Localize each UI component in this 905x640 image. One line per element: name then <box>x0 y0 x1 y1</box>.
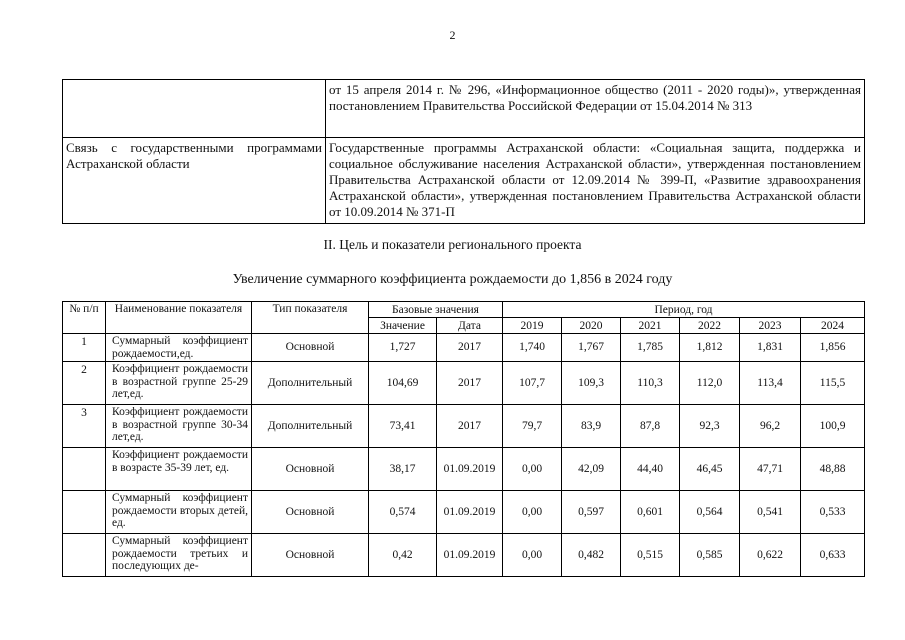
passport-row <box>63 138 865 224</box>
row-year-value: 113,4 <box>740 362 801 405</box>
row-year-value: 100,9 <box>801 405 865 448</box>
row-base-date: 01.09.2019 <box>437 448 503 491</box>
row-num: 3 <box>63 405 106 448</box>
col-header-year: 2024 <box>801 318 865 334</box>
row-year-value: 0,601 <box>621 491 680 534</box>
row-year-value: 0,622 <box>740 534 801 577</box>
row-year-value: 0,00 <box>503 491 562 534</box>
row-year-value: 0,533 <box>801 491 865 534</box>
col-header-base-value: Значение <box>369 318 437 334</box>
section-heading: II. Цель и показатели регионального проекта <box>323 237 582 252</box>
col-header-name: Наименование показателя <box>106 302 252 334</box>
row-base-value: 1,727 <box>369 334 437 362</box>
table-row <box>63 491 865 534</box>
row-year-value: 0,597 <box>562 491 621 534</box>
header-row <box>63 302 865 318</box>
col-header-type: Тип показателя <box>252 302 369 334</box>
row-year-value: 83,9 <box>562 405 621 448</box>
row-num <box>63 491 106 534</box>
row-name: Коэффициент рождаемости в возрасте 35-39 лет, ед. <box>106 448 252 491</box>
row-year-value: 107,7 <box>503 362 562 405</box>
row-base-date: 2017 <box>437 334 503 362</box>
row-name: Суммарный коэффициент рождаемости вторых детей, ед. <box>106 491 252 534</box>
row-year-value: 1,856 <box>801 334 865 362</box>
row-name: Коэффициент рождаемости в возрастной группе 25-29 лет,ед. <box>106 362 252 405</box>
table-row <box>63 534 865 577</box>
row-year-value: 1,812 <box>680 334 740 362</box>
row-year-value: 0,585 <box>680 534 740 577</box>
row-year-value: 92,3 <box>680 405 740 448</box>
col-header-num: № п/п <box>63 302 106 334</box>
goal-heading: Увеличение суммарного коэффициента рождаемости до 1,856 в 2024 году <box>232 272 673 287</box>
col-header-year: 2022 <box>680 318 740 334</box>
row-type: Основной <box>252 491 369 534</box>
row-name: Суммарный коэффициент рождаемости,ед. <box>106 334 252 362</box>
passport-row-text: от 15 апреля 2014 г. № 296, «Информационное общество (2011 - 2020 годы)», утвержденная постановлением Правительства Российской Федерации от 15.04.2014 № 313 <box>326 80 865 138</box>
row-year-value: 0,541 <box>740 491 801 534</box>
row-year-value: 1,785 <box>621 334 680 362</box>
passport-row-label <box>63 80 326 138</box>
row-year-value: 79,7 <box>503 405 562 448</box>
indicator-table <box>62 301 865 577</box>
row-base-value: 0,42 <box>369 534 437 577</box>
row-base-date: 01.09.2019 <box>437 534 503 577</box>
row-num <box>63 534 106 577</box>
row-num: 1 <box>63 334 106 362</box>
row-year-value: 48,88 <box>801 448 865 491</box>
row-type: Основной <box>252 334 369 362</box>
row-base-value: 104,69 <box>369 362 437 405</box>
row-year-value: 115,5 <box>801 362 865 405</box>
passport-row-text: Государственные программы Астраханской области: «Социальная защита, поддержка и социальное обслуживание населения Астраханской области», утвержденная постановлением Правительства Астраханской области от 12.09.2014 № 399-П, «Развитие здравоохранения Астраханской области», утвержденная постановлением Правительства Астраханской области от 10.09.2014 № 371-П <box>326 138 865 224</box>
row-year-value: 112,0 <box>680 362 740 405</box>
row-base-date: 2017 <box>437 405 503 448</box>
row-year-value: 0,564 <box>680 491 740 534</box>
row-year-value: 96,2 <box>740 405 801 448</box>
row-year-value: 87,8 <box>621 405 680 448</box>
row-year-value: 42,09 <box>562 448 621 491</box>
row-base-date: 01.09.2019 <box>437 491 503 534</box>
row-year-value: 44,40 <box>621 448 680 491</box>
row-year-value: 110,3 <box>621 362 680 405</box>
row-type: Дополнительный <box>252 405 369 448</box>
row-base-value: 0,574 <box>369 491 437 534</box>
row-year-value: 1,740 <box>503 334 562 362</box>
row-year-value: 47,71 <box>740 448 801 491</box>
passport-row-label: Связь с государственными программами Астраханской области <box>63 138 326 224</box>
col-header-base: Базовые значения <box>369 302 503 318</box>
col-header-period: Период, год <box>503 302 865 318</box>
passport-row <box>63 80 865 138</box>
row-year-value: 109,3 <box>562 362 621 405</box>
col-header-year: 2020 <box>562 318 621 334</box>
col-header-year: 2019 <box>503 318 562 334</box>
row-type: Дополнительный <box>252 362 369 405</box>
col-header-year: 2021 <box>621 318 680 334</box>
row-year-value: 0,515 <box>621 534 680 577</box>
table-row <box>63 362 865 405</box>
row-type: Основной <box>252 448 369 491</box>
row-year-value: 46,45 <box>680 448 740 491</box>
row-num <box>63 448 106 491</box>
row-year-value: 1,831 <box>740 334 801 362</box>
col-header-base-date: Дата <box>437 318 503 334</box>
row-year-value: 0,00 <box>503 448 562 491</box>
col-header-year: 2023 <box>740 318 801 334</box>
row-name: Суммарный коэффициент рождаемости третьих и последующих де- <box>106 534 252 577</box>
row-year-value: 0,00 <box>503 534 562 577</box>
table-row <box>63 405 865 448</box>
table-row <box>63 448 865 491</box>
row-name: Коэффициент рождаемости в возрастной группе 30-34 лет,ед. <box>106 405 252 448</box>
table-row <box>63 334 865 362</box>
row-year-value: 0,633 <box>801 534 865 577</box>
row-year-value: 0,482 <box>562 534 621 577</box>
page-number: 2 <box>449 28 456 42</box>
passport-table <box>62 79 865 224</box>
row-type: Основной <box>252 534 369 577</box>
row-base-date: 2017 <box>437 362 503 405</box>
row-base-value: 73,41 <box>369 405 437 448</box>
row-num: 2 <box>63 362 106 405</box>
row-year-value: 1,767 <box>562 334 621 362</box>
row-base-value: 38,17 <box>369 448 437 491</box>
